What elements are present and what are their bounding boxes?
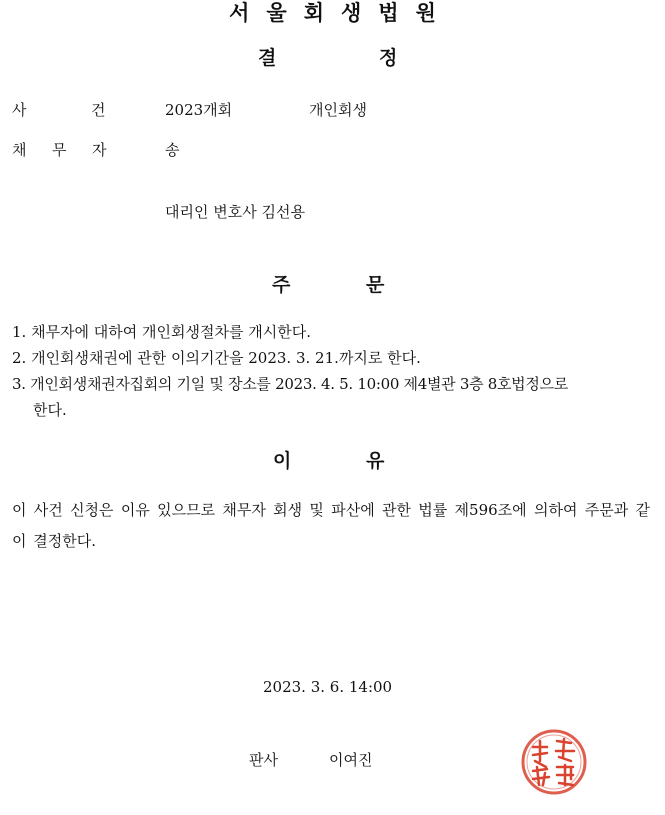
debtor-label-char-3: 자 — [92, 141, 107, 159]
judge-seal-stamp — [519, 727, 589, 797]
debtor-label-char-2: 무 — [52, 141, 67, 159]
court-name: 서울회생법원 — [229, 1, 453, 25]
judge-title: 판사 — [249, 751, 278, 769]
reason-text: 이 사건 신청은 이유 있으므로 채무자 회생 및 파산에 관한 법률 제596조에 의하여 주문과 같이 결정한다. — [12, 501, 650, 550]
reason-heading-left-char: 이 — [273, 450, 292, 472]
order-heading-right-char: 문 — [366, 274, 385, 296]
order-item-3-continuation: 한다. — [33, 401, 67, 419]
case-label-char-1: 사 — [12, 101, 27, 119]
case-type: 개인회생 — [309, 101, 367, 119]
title-right-char: 정 — [379, 47, 398, 69]
order-item-3: 3. 개인회생채권자집회의 기일 및 장소를 2023. 4. 5. 10:00 제4별관 3층 8호법정으로 — [12, 375, 568, 393]
case-label-char-2: 건 — [91, 101, 106, 119]
decision-date: 2023. 3. 6. 14:00 — [263, 678, 393, 696]
debtor-name: 송 — [165, 141, 180, 159]
attorney: 대리인 변호사 김선용 — [165, 203, 305, 221]
order-item-1: 1. 채무자에 대하여 개인회생절차를 개시한다. — [12, 323, 311, 341]
order-heading-left-char: 주 — [272, 274, 291, 296]
debtor-label-char-1: 채 — [12, 141, 27, 159]
case-number: 2023개회 — [165, 101, 233, 119]
judge-name: 이여진 — [329, 751, 373, 769]
reason-heading-right-char: 유 — [366, 450, 385, 472]
order-item-2: 2. 개인회생채권에 관한 이의기간을 2023. 3. 21.까지로 한다. — [12, 349, 421, 367]
title-left-char: 결 — [258, 47, 277, 69]
